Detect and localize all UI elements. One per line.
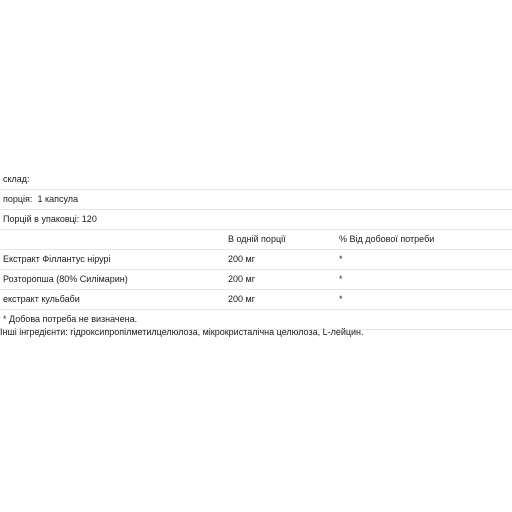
ingredient-name: Екстракт Філлантус нірурі — [3, 254, 111, 264]
ingredient-daily-value: * — [339, 274, 343, 284]
footnote: * Добова потреба не визначена. — [3, 314, 138, 324]
table-header-row — [0, 230, 512, 250]
servings-per-container: Порцій в упаковці: 120 — [3, 214, 97, 224]
other-ingredients: Інші інгредієнти: гідроксипропілметилцелюлоза, мікрокристалічна целюлоза, L-лейцин. — [0, 327, 364, 337]
ingredient-amount: 200 мг — [228, 254, 255, 264]
daily-value-header: % Від добової потреби — [339, 234, 435, 244]
composition-row — [0, 170, 512, 190]
ingredient-name: екстракт кульбаби — [3, 294, 80, 304]
ingredient-daily-value: * — [339, 254, 343, 264]
serving-size — [3, 190, 78, 209]
serving-size-value: 1 капсула — [37, 194, 79, 204]
supplement-facts-table — [0, 170, 512, 330]
per-serving-header: В одній порції — [228, 234, 286, 244]
ingredient-name: Розторопша (80% Силімарин) — [3, 274, 128, 284]
table-row — [0, 270, 512, 290]
ingredient-amount: 200 мг — [228, 294, 255, 304]
ingredient-amount: 200 мг — [228, 274, 255, 284]
table-row — [0, 290, 512, 310]
ingredient-daily-value: * — [339, 294, 343, 304]
serving-size-row — [0, 190, 512, 210]
serving-size-label: порція: — [3, 194, 33, 204]
servings-per-container-row — [0, 210, 512, 230]
table-row — [0, 250, 512, 270]
composition-label: склад: — [3, 174, 30, 184]
